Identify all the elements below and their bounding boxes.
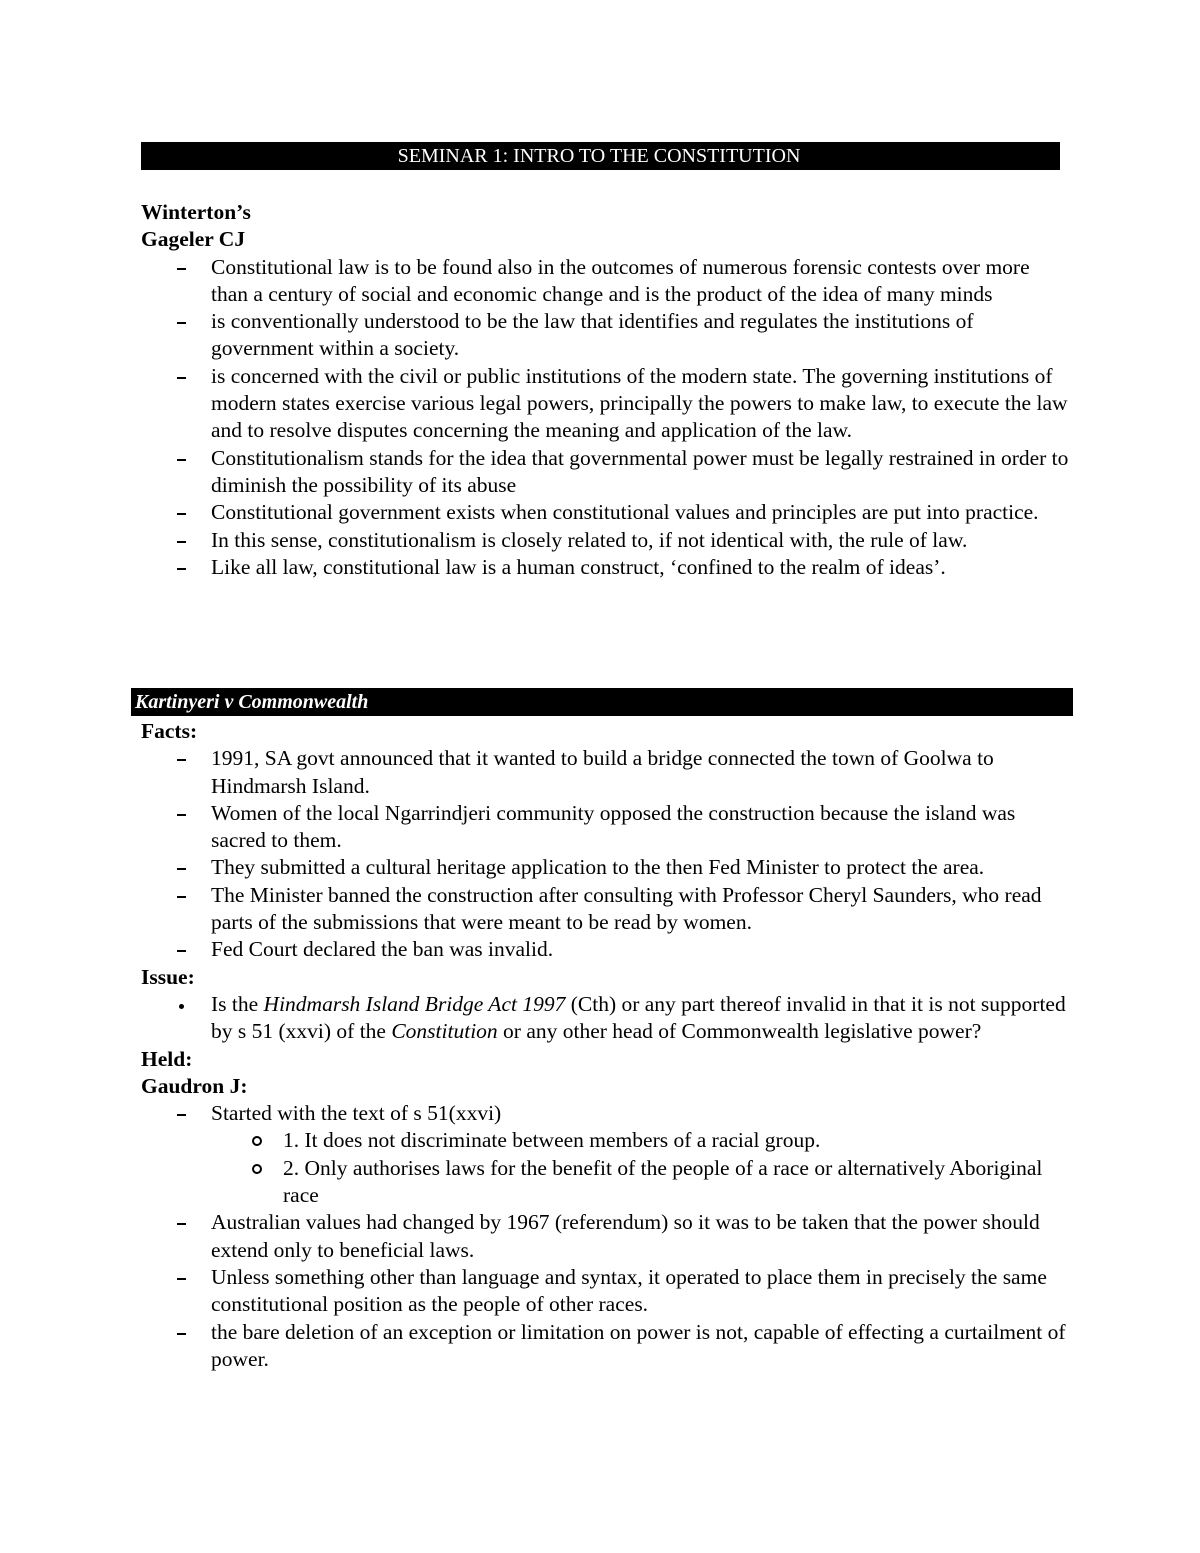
list-item: Australian values had changed by 1967 (referendum) so it was to be taken that the power should extend only to beneficial laws.: [211, 1210, 1040, 1262]
sub-list-item: 1. It does not discriminate between members of a racial group.: [283, 1128, 821, 1153]
heading-gageler: Gageler CJ: [141, 227, 246, 252]
heading-winterton: Winterton’s: [141, 200, 251, 224]
heading-facts: Facts:: [141, 719, 198, 743]
list-item: the bare deletion of an exception or limitation on power is not, capable of effecting a curtailment of power.: [211, 1319, 1066, 1371]
list-item: 1991, SA govt announced that it wanted to build a bridge connected the town of Goolwa to Hindmarsh Island.: [211, 746, 994, 798]
case-title-bar: [131, 688, 1073, 716]
list-item: Fed Court declared the ban was invalid.: [211, 937, 554, 962]
list-item: Women of the local Ngarrindjeri community opposed the construction because the island was sacred to them.: [211, 800, 1016, 853]
held-list: [141, 1100, 1071, 1373]
list-item: Started with the text of s 51(xxvi): [211, 1101, 502, 1126]
list-item: is concerned with the civil or public institutions of the modern state. The governing institutions of modern states exercise various legal powers, principally the powers to make law, to execute the law and to resolve disputes concerning the meaning and application of the law.: [211, 363, 1068, 443]
list-item: Unless something other than language and syntax, it operated to place them in precisely the same constitutional position as the people of other races.: [211, 1264, 1047, 1317]
list-item: Constitutional law is to be found also in the outcomes of numerous forensic contests over more than a century of social and economic change and is the product of the idea of many minds: [211, 254, 1030, 306]
heading-gaudron: Gaudron J:: [141, 1073, 248, 1098]
issue-list: [141, 991, 1071, 1046]
list-item: In this sense, constitutionalism is closely related to, if not identical with, the rule of law.: [211, 527, 968, 552]
list-item: Constitutionalism stands for the idea that governmental power must be legally restrained in order to diminish the possibility of its abuse: [211, 445, 1069, 497]
list-item: The Minister banned the construction after consulting with Professor Cheryl Saunders, who read parts of the submissions that were meant to be read by women.: [211, 882, 1042, 935]
list-item: Is the Hindmarsh Island Bridge Act 1997 (Cth) or any part thereof invalid in that it is not supported by s 51 (xxvi) of the Constitution or any other head of Commonwealth legislative power?: [211, 991, 1066, 1044]
title-bar-edge: [1057, 142, 1060, 170]
section-kartinyeri: [141, 718, 1071, 1373]
sub-list-item: 2. Only authorises laws for the benefit of the people of a race or alternatively Aboriginal race: [283, 1155, 1043, 1208]
list-item: They submitted a cultural heritage application to the then Fed Minister to protect the area.: [211, 855, 985, 880]
list-item: Like all law, constitutional law is a human construct, ‘confined to the realm of ideas’.: [211, 554, 946, 579]
heading-issue: Issue:: [141, 964, 195, 989]
case-title: Kartinyeri v Commonwealth: [135, 691, 369, 713]
heading-held: Held:: [141, 1046, 193, 1071]
seminar-title: SEMINAR 1: INTRO TO THE CONSTITUTION: [397, 145, 801, 167]
list-item: Constitutional government exists when constitutional values and principles are put into practice.: [211, 500, 1039, 525]
section-winterton: [141, 199, 1071, 581]
facts-list: [141, 745, 1071, 963]
seminar-title-bar: [141, 142, 1057, 170]
gageler-bullet-list: [141, 254, 1071, 582]
list-item: is conventionally understood to be the law that identifies and regulates the institutions of government within a society.: [211, 309, 974, 361]
